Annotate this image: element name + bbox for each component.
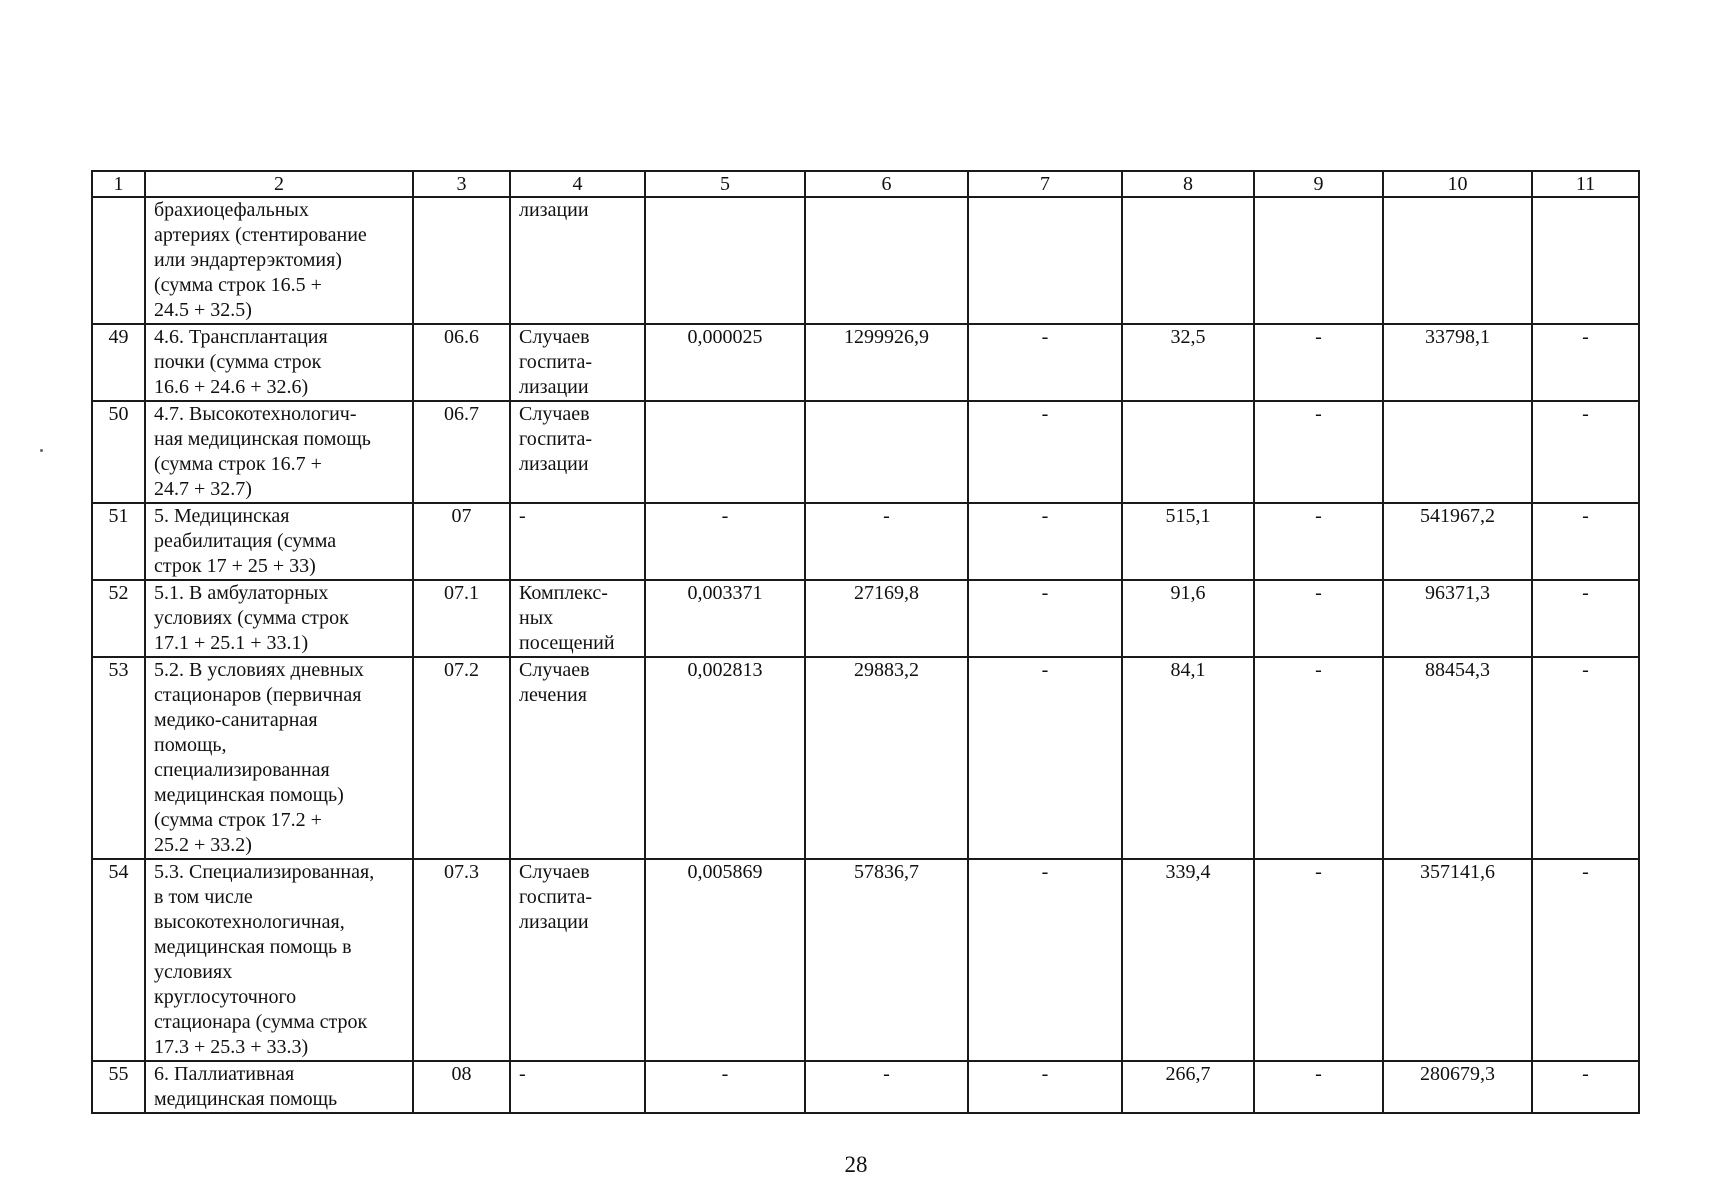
table-row [92, 580, 1639, 657]
row-number-cell [92, 197, 145, 324]
value-col10-cell [1383, 401, 1532, 503]
value-col9-cell: - [1254, 401, 1383, 503]
value-col6-cell: - [805, 1061, 968, 1113]
value-col7-cell: - [968, 859, 1122, 1061]
value-col8-cell: 515,1 [1122, 503, 1254, 580]
value-col10-cell: 88454,3 [1383, 657, 1532, 859]
scan-speck [40, 449, 43, 452]
header-cell: 4 [510, 171, 645, 197]
value-col9-cell: - [1254, 859, 1383, 1061]
table-row [92, 859, 1639, 1061]
header-cell: 10 [1383, 171, 1532, 197]
row-code-cell: 07.2 [413, 657, 510, 859]
table-row [92, 503, 1639, 580]
value-col5-cell: 0,003371 [645, 580, 805, 657]
unit-cell: Комплекс- ных посещений [510, 580, 645, 657]
value-col8-cell: 266,7 [1122, 1061, 1254, 1113]
description-cell: 4.6. Трансплантация почки (сумма строк 16.6 + 24.6 + 32.6) [145, 324, 413, 401]
value-col7-cell: - [968, 657, 1122, 859]
header-cell: 1 [92, 171, 145, 197]
value-col8-cell [1122, 197, 1254, 324]
value-col9-cell: - [1254, 503, 1383, 580]
header-cell: 2 [145, 171, 413, 197]
row-number-cell: 55 [92, 1061, 145, 1113]
value-col6-cell: 27169,8 [805, 580, 968, 657]
row-code-cell: 08 [413, 1061, 510, 1113]
table-row [92, 324, 1639, 401]
value-col7-cell [968, 197, 1122, 324]
row-code-cell [413, 197, 510, 324]
value-col5-cell [645, 401, 805, 503]
row-number-cell: 52 [92, 580, 145, 657]
value-col10-cell: 541967,2 [1383, 503, 1532, 580]
value-col11-cell: - [1532, 503, 1639, 580]
header-cell: 6 [805, 171, 968, 197]
description-cell: 5.3. Специализированная, в том числе высокотехнологичная, медицинская помощь в условиях круглосуточного стационара (сумма строк 17.3 + 25.3 + 33.3) [145, 859, 413, 1061]
column-number-header-row [92, 171, 1639, 197]
unit-cell: Случаев госпита- лизации [510, 324, 645, 401]
row-number-cell: 49 [92, 324, 145, 401]
value-col11-cell: - [1532, 324, 1639, 401]
row-number-cell: 54 [92, 859, 145, 1061]
value-col9-cell [1254, 197, 1383, 324]
row-code-cell: 06.6 [413, 324, 510, 401]
value-col6-cell: 57836,7 [805, 859, 968, 1061]
description-cell: 6. Паллиативная медицинская помощь [145, 1061, 413, 1113]
unit-cell: - [510, 503, 645, 580]
row-code-cell: 07.1 [413, 580, 510, 657]
row-number-cell: 53 [92, 657, 145, 859]
value-col10-cell: 96371,3 [1383, 580, 1532, 657]
value-col9-cell: - [1254, 657, 1383, 859]
value-col11-cell [1532, 197, 1639, 324]
value-col8-cell: 84,1 [1122, 657, 1254, 859]
unit-cell: - [510, 1061, 645, 1113]
value-col8-cell: 91,6 [1122, 580, 1254, 657]
value-col7-cell: - [968, 580, 1122, 657]
table-row [92, 401, 1639, 503]
unit-cell: лизации [510, 197, 645, 324]
header-cell: 7 [968, 171, 1122, 197]
value-col10-cell [1383, 197, 1532, 324]
row-code-cell: 06.7 [413, 401, 510, 503]
value-col11-cell: - [1532, 401, 1639, 503]
description-cell: 5.1. В амбулаторных условиях (сумма строк 17.1 + 25.1 + 33.1) [145, 580, 413, 657]
header-cell: 3 [413, 171, 510, 197]
value-col5-cell: - [645, 1061, 805, 1113]
value-col5-cell: 0,005869 [645, 859, 805, 1061]
value-col7-cell: - [968, 324, 1122, 401]
unit-cell: Случаев лечения [510, 657, 645, 859]
table-row [92, 197, 1639, 324]
value-col9-cell: - [1254, 1061, 1383, 1113]
header-cell: 5 [645, 171, 805, 197]
row-code-cell: 07 [413, 503, 510, 580]
table-row [92, 657, 1639, 859]
data-table [91, 170, 1640, 1114]
value-col6-cell [805, 197, 968, 324]
value-col7-cell: - [968, 1061, 1122, 1113]
value-col5-cell: - [645, 503, 805, 580]
table-row [92, 1061, 1639, 1113]
value-col6-cell: - [805, 503, 968, 580]
value-col7-cell: - [968, 503, 1122, 580]
value-col6-cell: 29883,2 [805, 657, 968, 859]
header-cell: 9 [1254, 171, 1383, 197]
description-cell: брахиоцефальных артериях (стентирование или эндартерэктомия) (сумма строк 16.5 + 24.5 + 32.5) [145, 197, 413, 324]
value-col8-cell: 32,5 [1122, 324, 1254, 401]
header-cell: 11 [1532, 171, 1639, 197]
value-col10-cell: 280679,3 [1383, 1061, 1532, 1113]
value-col11-cell: - [1532, 580, 1639, 657]
page-number: 28 [844, 1152, 868, 1177]
row-number-cell: 51 [92, 503, 145, 580]
value-col7-cell: - [968, 401, 1122, 503]
value-col9-cell: - [1254, 580, 1383, 657]
value-col8-cell [1122, 401, 1254, 503]
row-number-cell: 50 [92, 401, 145, 503]
value-col10-cell: 33798,1 [1383, 324, 1532, 401]
value-col11-cell: - [1532, 859, 1639, 1061]
value-col6-cell [805, 401, 968, 503]
value-col5-cell [645, 197, 805, 324]
value-col9-cell: - [1254, 324, 1383, 401]
value-col11-cell: - [1532, 657, 1639, 859]
unit-cell: Случаев госпита- лизации [510, 401, 645, 503]
description-cell: 5.2. В условиях дневных стационаров (первичная медико-санитарная помощь, специализированная медицинская помощь) (сумма строк 17.2 + 25.2 + 33.2) [145, 657, 413, 859]
value-col10-cell: 357141,6 [1383, 859, 1532, 1061]
description-cell: 5. Медицинская реабилитация (сумма строк 17 + 25 + 33) [145, 503, 413, 580]
description-cell: 4.7. Высокотехнологич- ная медицинская помощь (сумма строк 16.7 + 24.7 + 32.7) [145, 401, 413, 503]
value-col11-cell: - [1532, 1061, 1639, 1113]
value-col5-cell: 0,002813 [645, 657, 805, 859]
row-code-cell: 07.3 [413, 859, 510, 1061]
unit-cell: Случаев госпита- лизации [510, 859, 645, 1061]
value-col5-cell: 0,000025 [645, 324, 805, 401]
header-cell: 8 [1122, 171, 1254, 197]
value-col6-cell: 1299926,9 [805, 324, 968, 401]
value-col8-cell: 339,4 [1122, 859, 1254, 1061]
